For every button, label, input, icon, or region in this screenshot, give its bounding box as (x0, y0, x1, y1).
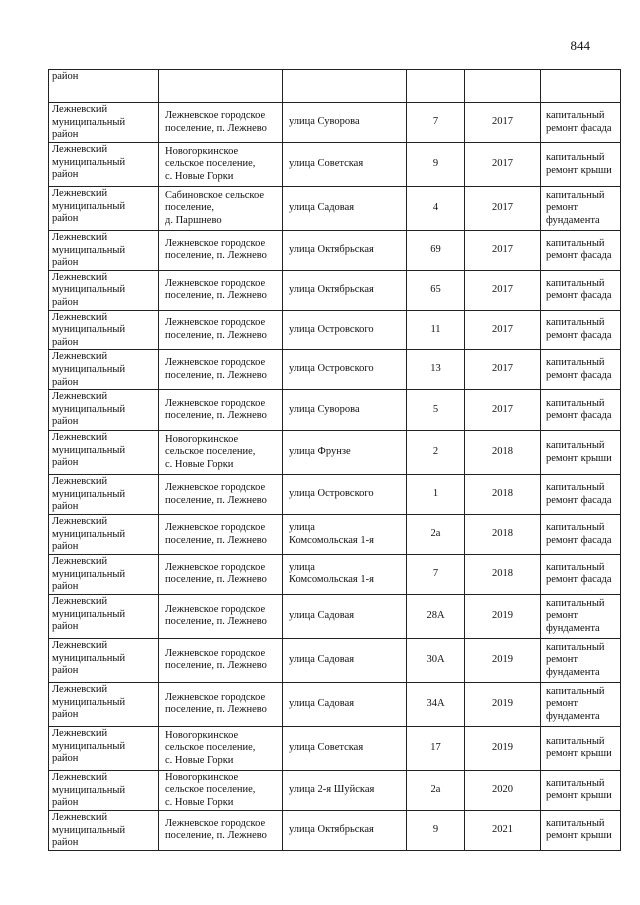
year-cell: 2017 (465, 270, 541, 310)
district-cell: Лежневский муниципальный район (49, 390, 159, 431)
street-cell: улица Островского (283, 350, 407, 390)
house-cell: 28А (407, 594, 465, 638)
district-cell: Лежневский муниципальный район (49, 143, 159, 187)
settlement-cell: Лежневское городское поселение, п. Лежнево (159, 554, 283, 594)
table-row (49, 682, 621, 726)
year-cell: 2017 (465, 350, 541, 390)
house-cell: 30А (407, 638, 465, 682)
house-cell: 69 (407, 231, 465, 271)
year-cell: 2018 (465, 475, 541, 515)
work-type-cell: капитальный ремонт фундамента (541, 187, 621, 231)
table-row (49, 810, 621, 850)
repair-schedule-table (48, 69, 621, 851)
district-cell: Лежневский муниципальный район (49, 594, 159, 638)
house-cell: 7 (407, 103, 465, 143)
continuation-row (49, 70, 621, 103)
table-row (49, 475, 621, 515)
settlement-cell: Лежневское городское поселение, п. Лежнево (159, 270, 283, 310)
house-cell (407, 70, 465, 103)
table-row (49, 103, 621, 143)
table-row (49, 594, 621, 638)
street-cell: улица Суворова (283, 103, 407, 143)
street-cell: улица Островского (283, 310, 407, 350)
work-type-cell: капитальный ремонт фасада (541, 475, 621, 515)
district-cell: Лежневский муниципальный район (49, 726, 159, 770)
work-type-cell: капитальный ремонт фасада (541, 270, 621, 310)
table-row (49, 515, 621, 555)
street-cell: улица Советская (283, 726, 407, 770)
work-type-cell: капитальный ремонт крыши (541, 431, 621, 475)
work-type-cell: капитальный ремонт фасада (541, 515, 621, 555)
year-cell: 2017 (465, 390, 541, 431)
house-cell: 9 (407, 143, 465, 187)
year-cell: 2021 (465, 810, 541, 850)
year-cell: 2017 (465, 310, 541, 350)
year-cell: 2017 (465, 231, 541, 271)
page-number: 844 (570, 38, 590, 53)
district-cell: район (49, 70, 159, 103)
table-row (49, 726, 621, 770)
district-cell: Лежневский муниципальный район (49, 475, 159, 515)
district-cell: Лежневский муниципальный район (49, 431, 159, 475)
house-cell: 5 (407, 390, 465, 431)
work-type-cell: капитальный ремонт фасада (541, 350, 621, 390)
street-cell: улица Комсомольская 1-я (283, 554, 407, 594)
district-cell: Лежневский муниципальный район (49, 187, 159, 231)
house-cell: 2а (407, 770, 465, 810)
settlement-cell: Новогоркинское сельское поселение, с. Новые Горки (159, 143, 283, 187)
settlement-cell: Лежневское городское поселение, п. Лежнево (159, 682, 283, 726)
year-cell: 2019 (465, 682, 541, 726)
year-cell: 2018 (465, 431, 541, 475)
street-cell: улица 2-я Шуйская (283, 770, 407, 810)
street-cell: улица Октябрьская (283, 270, 407, 310)
year-cell: 2019 (465, 638, 541, 682)
settlement-cell: Лежневское городское поселение, п. Лежнево (159, 475, 283, 515)
settlement-cell: Лежневское городское поселение, п. Лежнево (159, 310, 283, 350)
settlement-cell: Лежневское городское поселение, п. Лежнево (159, 390, 283, 431)
district-cell: Лежневский муниципальный район (49, 270, 159, 310)
year-cell: 2018 (465, 515, 541, 555)
table-row (49, 143, 621, 187)
district-cell: Лежневский муниципальный район (49, 103, 159, 143)
house-cell: 13 (407, 350, 465, 390)
year-cell: 2019 (465, 726, 541, 770)
street-cell: улица Октябрьская (283, 810, 407, 850)
settlement-cell: Лежневское городское поселение, п. Лежнево (159, 350, 283, 390)
settlement-cell: Лежневское городское поселение, п. Лежнево (159, 103, 283, 143)
table-row (49, 431, 621, 475)
work-type-cell: капитальный ремонт фасада (541, 310, 621, 350)
table-body (49, 70, 621, 851)
table-row (49, 187, 621, 231)
work-type-cell: капитальный ремонт крыши (541, 770, 621, 810)
house-cell: 2а (407, 515, 465, 555)
table-row (49, 638, 621, 682)
house-cell: 11 (407, 310, 465, 350)
settlement-cell: Лежневское городское поселение, п. Лежнево (159, 638, 283, 682)
street-cell: улица Октябрьская (283, 231, 407, 271)
settlement-cell: Лежневское городское поселение, п. Лежнево (159, 515, 283, 555)
table-row (49, 770, 621, 810)
table-row (49, 270, 621, 310)
house-cell: 2 (407, 431, 465, 475)
house-cell: 9 (407, 810, 465, 850)
street-cell: улица Комсомольская 1-я (283, 515, 407, 555)
year-cell: 2017 (465, 187, 541, 231)
settlement-cell: Лежневское городское поселение, п. Лежнево (159, 594, 283, 638)
house-cell: 34А (407, 682, 465, 726)
year-cell: 2017 (465, 103, 541, 143)
district-cell: Лежневский муниципальный район (49, 770, 159, 810)
work-type-cell (541, 70, 621, 103)
table-row (49, 390, 621, 431)
street-cell: улица Фрунзе (283, 431, 407, 475)
district-cell: Лежневский муниципальный район (49, 810, 159, 850)
work-type-cell: капитальный ремонт крыши (541, 726, 621, 770)
year-cell: 2017 (465, 143, 541, 187)
street-cell: улица Садовая (283, 594, 407, 638)
work-type-cell: капитальный ремонт фундамента (541, 682, 621, 726)
year-cell: 2019 (465, 594, 541, 638)
district-cell: Лежневский муниципальный район (49, 310, 159, 350)
settlement-cell (159, 70, 283, 103)
house-cell: 17 (407, 726, 465, 770)
work-type-cell: капитальный ремонт фундамента (541, 594, 621, 638)
table-row (49, 350, 621, 390)
district-cell: Лежневский муниципальный район (49, 638, 159, 682)
street-cell: улица Садовая (283, 638, 407, 682)
house-cell: 1 (407, 475, 465, 515)
house-cell: 7 (407, 554, 465, 594)
settlement-cell: Сабиновское сельское поселение, д. Паршнево (159, 187, 283, 231)
district-cell: Лежневский муниципальный район (49, 515, 159, 555)
district-cell: Лежневский муниципальный район (49, 682, 159, 726)
street-cell (283, 70, 407, 103)
street-cell: улица Садовая (283, 682, 407, 726)
settlement-cell: Новогоркинское сельское поселение, с. Новые Горки (159, 770, 283, 810)
district-cell: Лежневский муниципальный район (49, 350, 159, 390)
table-row (49, 310, 621, 350)
street-cell: улица Садовая (283, 187, 407, 231)
settlement-cell: Лежневское городское поселение, п. Лежнево (159, 231, 283, 271)
table-row (49, 554, 621, 594)
settlement-cell: Новогоркинское сельское поселение, с. Новые Горки (159, 431, 283, 475)
district-cell: Лежневский муниципальный район (49, 554, 159, 594)
work-type-cell: капитальный ремонт крыши (541, 143, 621, 187)
year-cell (465, 70, 541, 103)
table-row (49, 231, 621, 271)
work-type-cell: капитальный ремонт фасада (541, 554, 621, 594)
district-cell: Лежневский муниципальный район (49, 231, 159, 271)
work-type-cell: капитальный ремонт фасада (541, 390, 621, 431)
street-cell: улица Советская (283, 143, 407, 187)
work-type-cell: капитальный ремонт фасада (541, 231, 621, 271)
year-cell: 2020 (465, 770, 541, 810)
work-type-cell: капитальный ремонт фасада (541, 103, 621, 143)
house-cell: 4 (407, 187, 465, 231)
street-cell: улица Островского (283, 475, 407, 515)
work-type-cell: капитальный ремонт крыши (541, 810, 621, 850)
year-cell: 2018 (465, 554, 541, 594)
house-cell: 65 (407, 270, 465, 310)
street-cell: улица Суворова (283, 390, 407, 431)
settlement-cell: Лежневское городское поселение, п. Лежнево (159, 810, 283, 850)
work-type-cell: капитальный ремонт фундамента (541, 638, 621, 682)
settlement-cell: Новогоркинское сельское поселение, с. Новые Горки (159, 726, 283, 770)
